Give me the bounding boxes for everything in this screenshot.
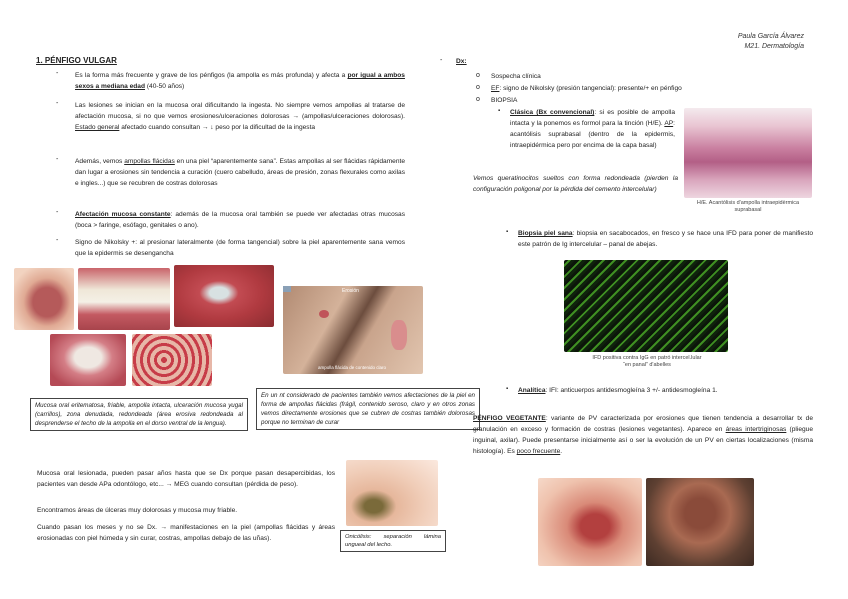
caption-line: “en panal” d'abelles	[623, 362, 671, 368]
text: (pliegue inguinal, axilar). Puede presentarse inicialmente así o ser la evolución de un PV en ciertas localizaciones (misma histología). Es	[473, 426, 814, 455]
text-underlined: Afectación mucosa constante	[75, 211, 171, 218]
bullet-dash-3: -	[56, 156, 59, 163]
photo-buccal-ulcer	[174, 265, 274, 327]
text: Las lesiones se inician en la mucosa oral dificultando la ingesta. No siempre vemos ampollas al tratarse de afectación mucosa, si no que vemos erosiones/ulceraciones dolorosas → (ampollas/ulceraciones dolorosas).	[75, 102, 405, 120]
bullet-dash-2: -	[56, 100, 59, 107]
item-analytics	[518, 385, 813, 396]
text-underlined: Analítica	[518, 387, 546, 394]
paragraph-ulcers: Encontramos áreas de úlceras muy dolorosas y mucosa muy friable.	[37, 507, 238, 514]
bullet-dash-dx: -	[440, 57, 443, 64]
text-underlined: PÉNFIGO VEGETANTE	[473, 415, 546, 422]
text-underlined: AP	[664, 120, 674, 127]
text-underlined: Clásica (Bx convencional)	[510, 109, 595, 116]
course-name: M21. Dermatología	[744, 43, 804, 50]
text: : si es posible de ampolla intacta y la ponemos es formol para la tinción (H/E).	[510, 109, 675, 127]
figure-tag	[283, 286, 291, 292]
text-underlined: Biopsia piel sana	[518, 230, 573, 237]
item-biopsy: BIOPSIA	[491, 97, 518, 104]
item-classic-biopsy	[510, 107, 675, 151]
caption-line: IFD positiva contra IgG en patró intercel.lular	[592, 355, 702, 361]
item-healthy-skin-biopsy	[518, 228, 813, 250]
paragraph-vegetating-pemphigus	[473, 413, 813, 457]
paragraph-delayed-dx: Mucosa oral lesionada, pueden pasar años hasta que se Dx porque pasan desapercibidas, los pacientes van desde APa odontólogo, etc... → MEG cuando consultan (pérdida de peso).	[37, 470, 335, 488]
bullet-circle-1: o	[476, 72, 480, 79]
paragraph-skin-manifestations: Cuando pasan los meses y no se Dx. → manifestaciones en la piel (ampollas flácidas y áreas erosionadas con piel húmeda y sin curar, costras, ampollas debajo de las uñas).	[37, 524, 335, 542]
text: en una piel “aparentemente sana”. Estas ampollas al ser flácidas rápidamente dan lugar a erosiones sin tendencia a curación (cuero cabelludo, áreas de presión, zonas flexurales como axilas e ingles...) que se recubren de costras dolorosas	[75, 158, 406, 187]
bullet-dash-4: -	[56, 209, 59, 216]
item-clinical-suspicion: Sospecha clínica	[491, 73, 541, 80]
text: : IFI: anticuerpos antidesmogleína 3 +/- antidesmogleína 1.	[545, 387, 718, 394]
dx-heading: Dx:	[456, 58, 467, 65]
bullet-square-1: ▪	[498, 108, 501, 114]
text-underlined: ampollas flácidas	[124, 158, 175, 165]
caption-box-oral: Mucosa oral eritematosa, friable, ampolla intacta, ulceración mucosa yugal (carrillos), zona denudada, redondeada (área erosiva redondeada al desprenderse el techo de la ampolla en el dorso ventral de la lengua).	[30, 398, 248, 431]
paragraph-mucosal	[75, 209, 405, 231]
text-underlined: Estado general	[75, 124, 120, 131]
label-flaccid-blister: ampolla flácida de contenido claro	[318, 365, 387, 370]
photo-teeth-gums	[78, 268, 170, 330]
bullet-dash-1: -	[56, 70, 59, 77]
bullet-square-3: ▪	[506, 386, 509, 392]
photo-vegetating-1	[538, 478, 642, 566]
text: : acantólisis suprabasal (dentro de la epidermis, intraepidérmica pero por encima de la capa basal)	[510, 120, 675, 149]
paragraph-oral-lesions	[75, 100, 405, 133]
bullet-square-2: ▪	[506, 229, 509, 235]
photo-vegetating-2	[646, 478, 754, 566]
erosion-mark	[319, 310, 329, 318]
photo-onycholysis	[346, 460, 438, 526]
photo-lip-erosions	[132, 334, 212, 386]
author-name: Paula García Álvarez	[737, 33, 804, 40]
blister-mark	[391, 320, 407, 350]
text: : además de la mucosa oral también se puede ver afectadas otras mucosas (boca > faringe, esófago, genitales o ano).	[75, 211, 405, 229]
text-underlined: áreas intertriginosas	[725, 426, 787, 433]
label-erosion: Erosión	[342, 288, 359, 294]
text: : signo de Nikolsky (presión tangencial): presente/+ en pénfigo	[499, 85, 682, 92]
photo-ifd	[564, 260, 728, 352]
text: Además, vemos	[75, 158, 125, 165]
text: Es la forma más frecuente y grave de los pénfigos (la ampolla es más profunda) y afecta a	[75, 72, 348, 79]
page-header	[738, 32, 804, 52]
photo-oral-mucosa	[14, 268, 74, 330]
item-physical-exam	[491, 83, 811, 94]
paragraph-flaccid-blisters	[75, 156, 405, 189]
paragraph-frequency	[75, 70, 405, 92]
text-underlined: por igual a ambos sexos a mediana edad	[75, 72, 405, 90]
text-underlined: EF	[491, 85, 500, 92]
text: : biopsia en sacabocados, en fresco y se hace una IFD para poner de manifiesto este patrón de Ig intercelular – panal de abejas.	[518, 230, 813, 248]
photo-skin-blisters	[283, 286, 423, 374]
photo-he-histology	[684, 108, 812, 198]
caption-he: H/E. Acantólisis d'ampolla intraepidèrmica suprabasal	[696, 200, 800, 213]
caption-ifd	[566, 355, 728, 369]
bullet-circle-2: o	[476, 84, 480, 91]
bullet-dash-5: -	[56, 237, 59, 244]
section-title: 1. PÉNFIGO VULGAR	[36, 56, 117, 65]
paragraph-nikolsky: Signo de Nikolsky +: al presionar lateralmente (de forma tangencial) sobre la piel aparentemente sana vemos que la epidermis se desengancha	[75, 239, 405, 257]
caption-box-skin: En un nt considerado de pacientes también vemos afectaciones de la piel en forma de ampollas flácidas (frágil, contenido seroso, claro y en otros zonas vemos directamente erosiones que se cubren de costras también dolorosas porque no terminan de curar	[256, 388, 480, 430]
note-keratinocytes: Vemos queratinocitos sueltos con forma redondeada (pierden la configuración poligonal por la pérdida del cemento intercelular)	[473, 175, 678, 193]
text: afectado cuando consultan → ↓ peso por la dificultad de la ingesta	[119, 124, 316, 131]
text-underlined: poco frecuente	[516, 448, 561, 455]
caption-onycholysis: Onicólisis: separación lámina ungueal del lecho.	[340, 530, 446, 552]
photo-tongue	[50, 334, 126, 386]
bullet-circle-3: o	[476, 96, 480, 103]
text: : variante de PV caracterizada por erosiones que tienen tendencia a desarrollar tx de granulación en exceso y formación de costras (lesiones vegetantes). Aparece en	[473, 415, 813, 433]
text: (40-50 años)	[145, 83, 185, 90]
text: .	[560, 448, 563, 455]
